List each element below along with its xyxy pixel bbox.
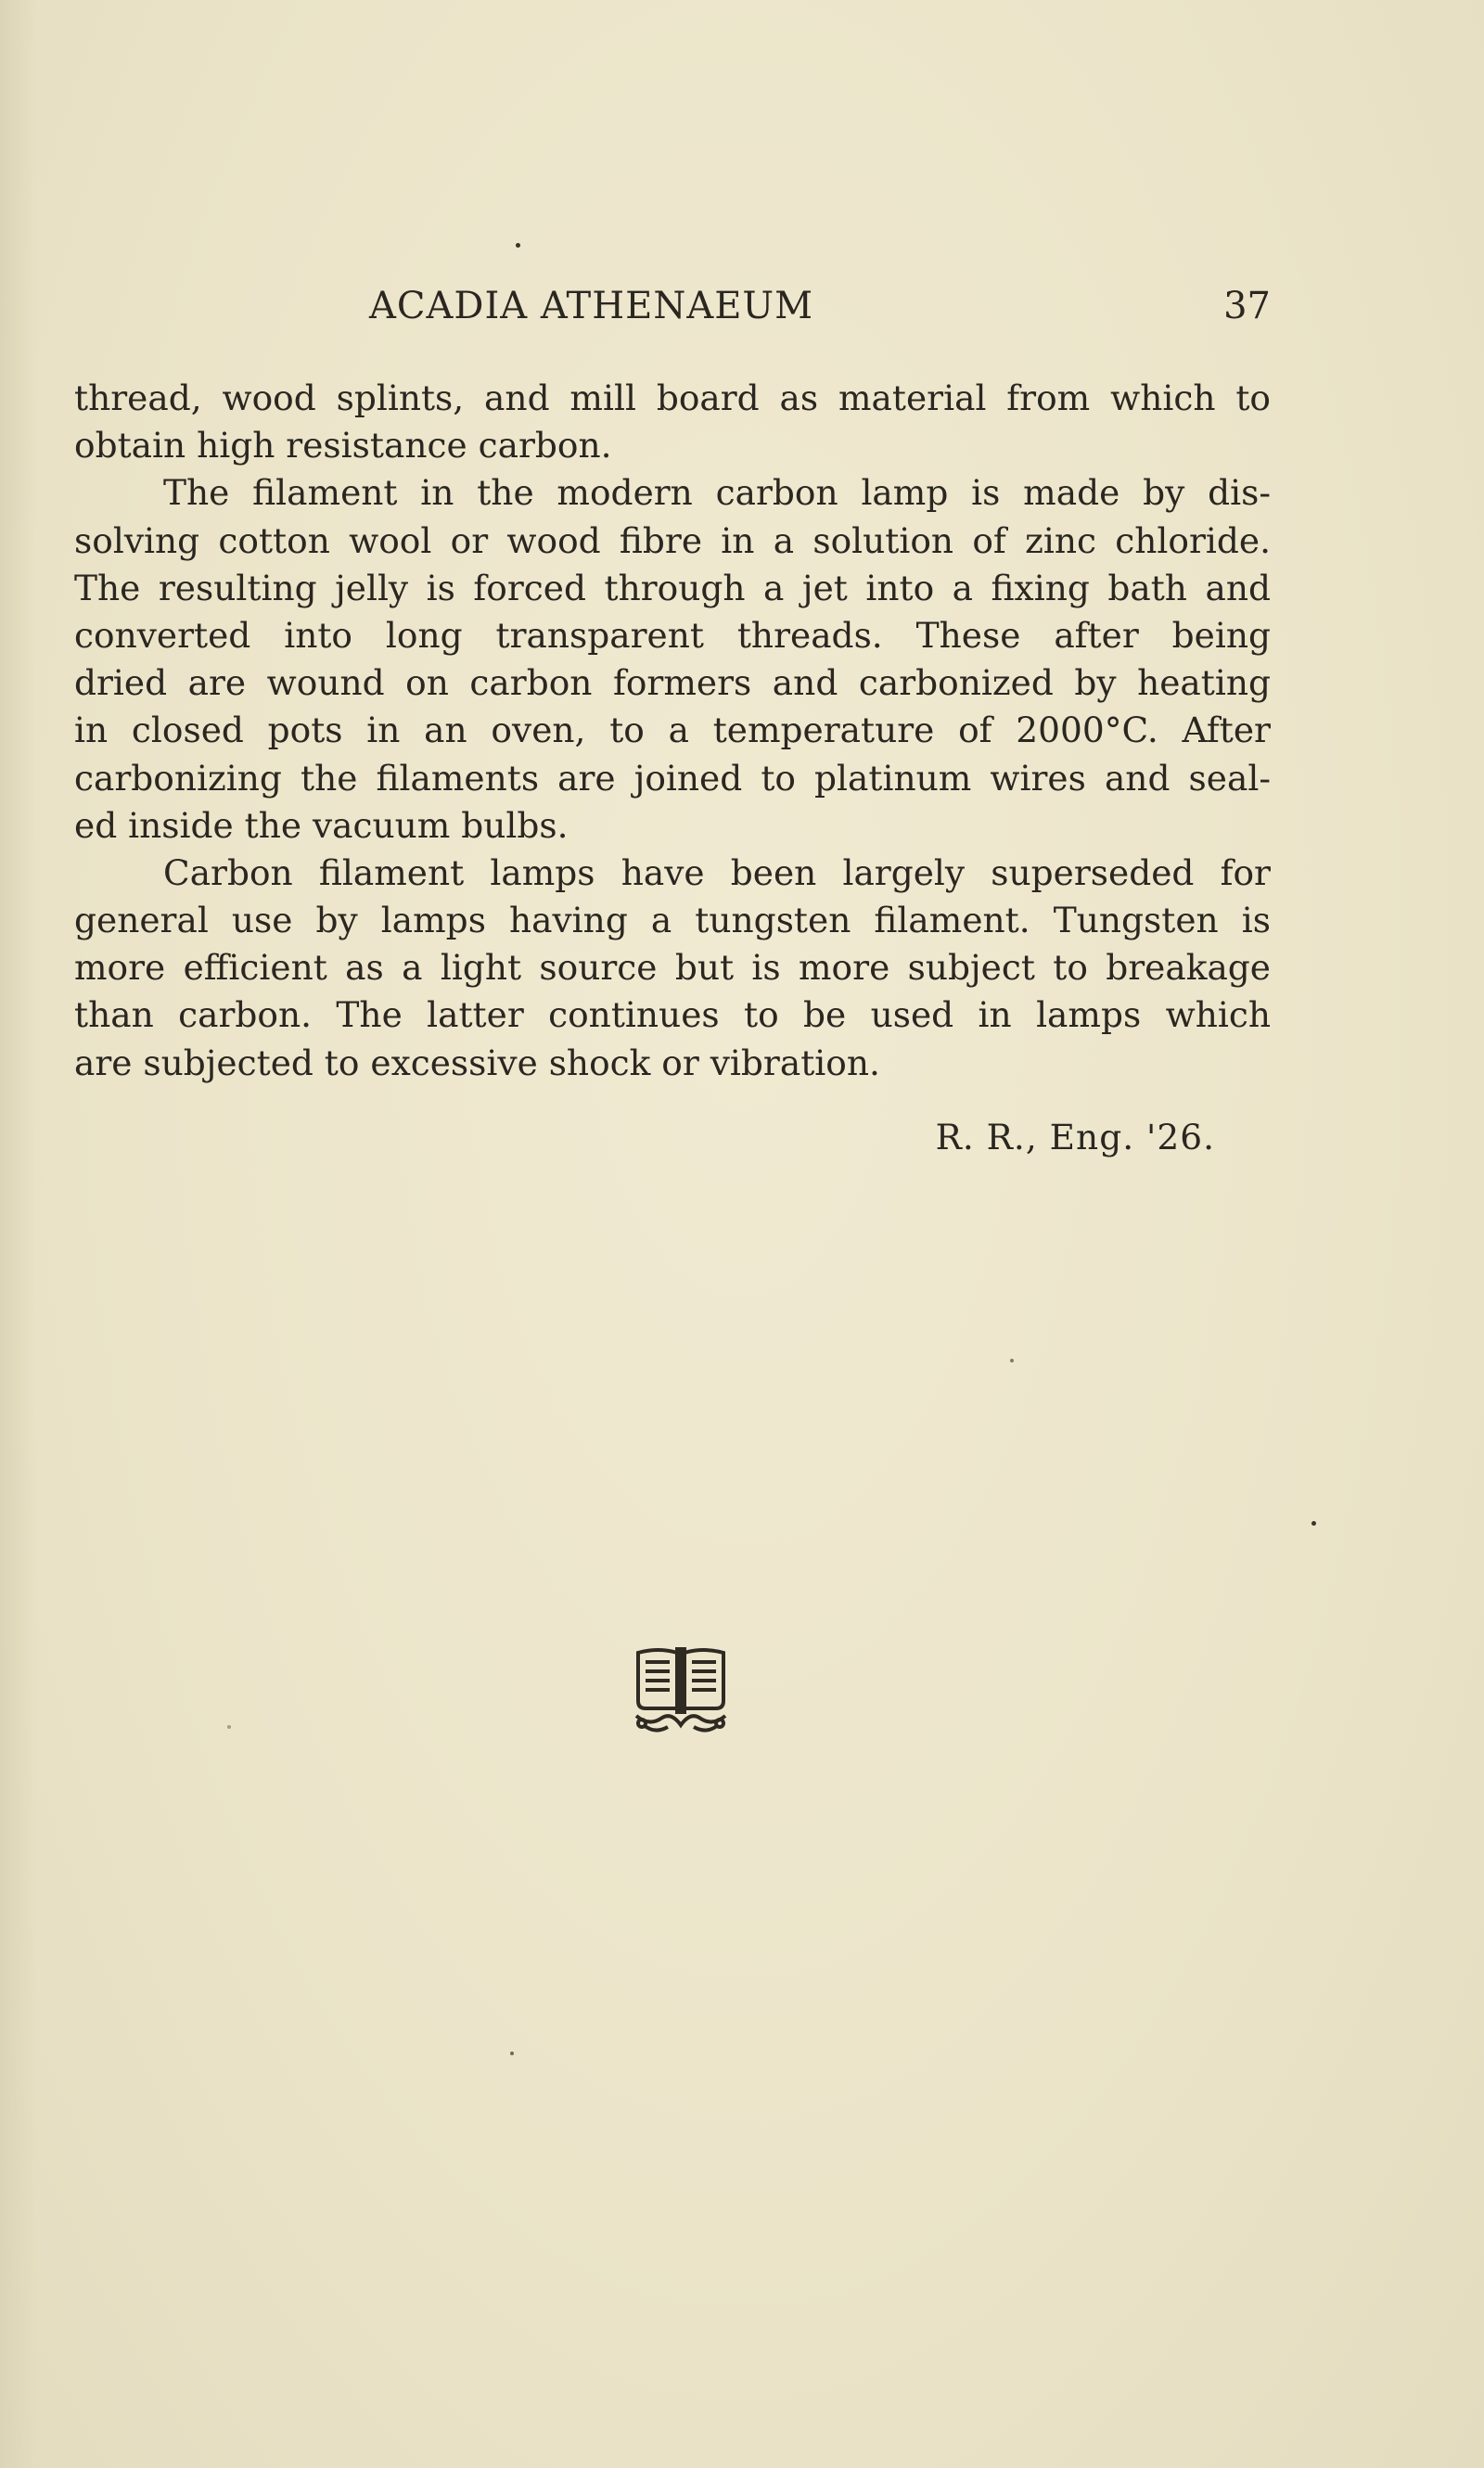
text-line: converted into long transparent threads. These after being	[74, 614, 1271, 656]
ink-speck	[227, 1725, 231, 1729]
text-line: than carbon. The latter continues to be used in lamps which	[74, 994, 1271, 1036]
ink-speck	[1311, 1521, 1316, 1526]
text-line: are subjected to excessive shock or vibration.	[74, 1042, 880, 1083]
text-line: The resulting jelly is forced through a jet into a fixing bath and	[74, 567, 1271, 608]
text-line: The filament in the modern carbon lamp is made by dis-	[163, 472, 1271, 514]
text-line: carbonizing the filaments are joined to platinum wires and seal-	[74, 757, 1271, 799]
book-ornament-graphic	[631, 1642, 731, 1742]
text-line: obtain high resistance carbon.	[74, 425, 612, 467]
running-head: ACADIA ATHENAEUM	[369, 285, 814, 327]
text-line: ed inside the vacuum bulbs.	[74, 804, 569, 846]
text-line: more efficient as a light source but is more subject to breakage	[74, 947, 1271, 989]
signature-text: R. R., Eng. '26.	[935, 1117, 1215, 1157]
page-number: 37	[1223, 285, 1271, 327]
article-body	[74, 375, 1271, 1087]
text-line: solving cotton wool or wood fibre in a solution of zinc chloride.	[74, 519, 1271, 561]
author-signature	[74, 1113, 1271, 1161]
text-line: in closed pots in an oven, to a temperature of 2000°C. After	[74, 710, 1271, 751]
text-line: thread, wood splints, and mill board as material from which to	[74, 377, 1271, 418]
book-ornament-icon	[631, 1642, 731, 1742]
ink-speck	[510, 2052, 514, 2055]
page-edge-shade	[0, 0, 37, 2468]
page-header	[74, 278, 1271, 334]
text-line: dried are wound on carbon formers and carbonized by heating	[74, 662, 1271, 704]
ink-speck	[516, 243, 520, 248]
ink-speck	[1010, 1359, 1014, 1362]
text-line: Carbon filament lamps have been largely superseded for	[163, 851, 1271, 893]
text-line: general use by lamps having a tungsten filament. Tungsten is	[74, 900, 1271, 941]
